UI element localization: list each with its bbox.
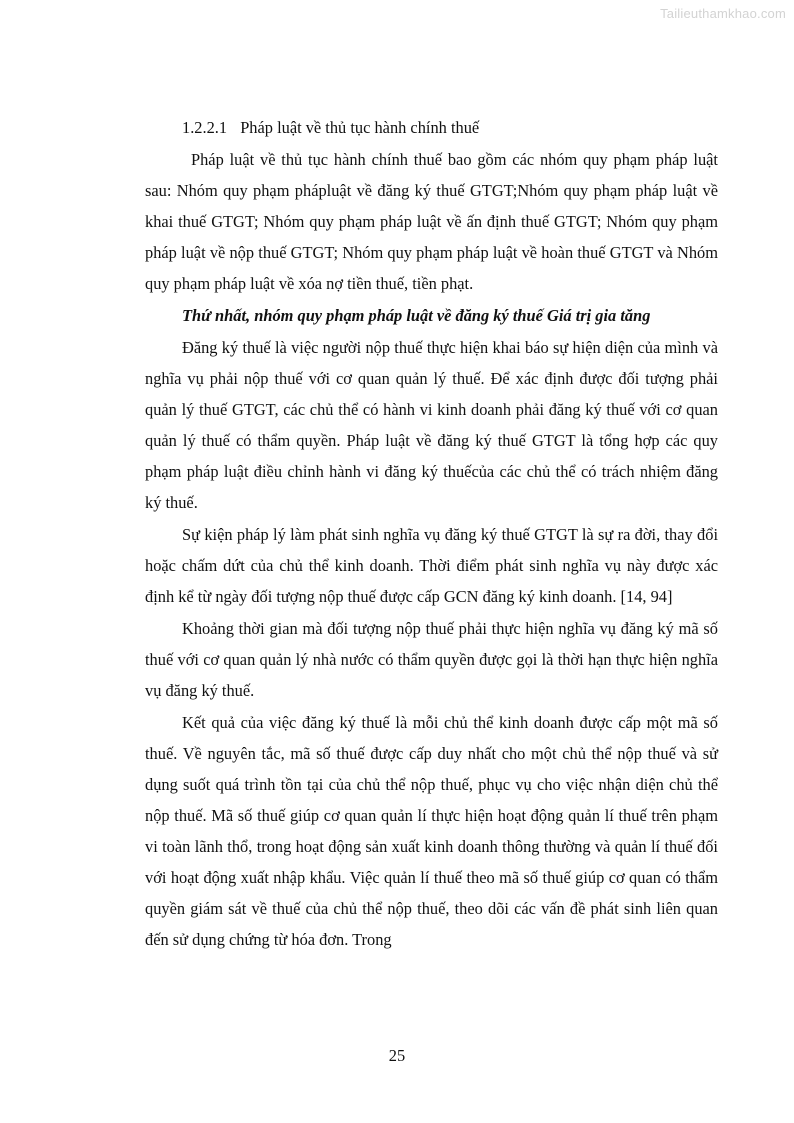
subheading: Thứ nhất, nhóm quy phạm pháp luật về đăng ký thuế Giá trị gia tăng (182, 306, 651, 325)
paragraph-3: Khoảng thời gian mà đối tượng nộp thuế phải thực hiện nghĩa vụ đăng ký mã số thuế với cơ quan quản lý nhà nước có thẩm quyền được gọi là thời hạn thực hiện nghĩa vụ đăng ký thuế. (145, 619, 718, 700)
watermark: Tailieuthamkhao.com (660, 6, 786, 21)
paragraph-4: Kết quả của việc đăng ký thuế là mỗi chủ thể kinh doanh được cấp một mã số thuế. Về nguyên tắc, mã số thuế được cấp duy nhất cho một chủ thể nộp thuế và sử dụng suốt quá trình tồn tại của chủ thể nộp thuế, phục vụ cho việc nhận diện chủ thể nộp thuế. Mã số thuế giúp cơ quan quản lí thực hiện hoạt động quản lí thuế trên phạm vi toàn lãnh thổ, trong hoạt động sản xuất kinh doanh thông thường và quản lí thuế đối với hoạt động xuất nhập khẩu. Việc quản lí thuế theo mã số thuế giúp cơ quan có thẩm quyền giám sát về thuế của chủ thể nộp thuế, theo dõi các vấn đề phát sinh liên quan đến sử dụng chứng từ hóa đơn. Trong (145, 713, 718, 949)
page-content (145, 112, 718, 956)
paragraph-2: Sự kiện pháp lý làm phát sinh nghĩa vụ đăng ký thuế GTGT là sự ra đời, thay đổi hoặc chấm dứt của chủ thể kinh doanh. Thời điểm phát sinh nghĩa vụ này được xác định kể từ ngày đối tượng nộp thuế được cấp GCN đăng ký kinh doanh. [14, 94] (145, 525, 718, 606)
section-number: 1.2.2.1 (182, 118, 228, 137)
intro-paragraph: Pháp luật về thủ tục hành chính thuế bao gồm các nhóm quy phạm pháp luật sau: Nhóm quy phạm phápluật về đăng ký thuế GTGT;Nhóm quy phạm pháp luật về khai thuế GTGT; Nhóm quy phạm pháp luật về ấn định thuế GTGT; Nhóm quy phạm pháp luật về nộp thuế GTGT; Nhóm quy phạm pháp luật về hoàn thuế GTGT và Nhóm quy phạm pháp luật về xóa nợ tiền thuế, tiền phạt. (145, 150, 718, 293)
section-heading (182, 112, 718, 143)
paragraph-1: Đăng ký thuế là việc người nộp thuế thực hiện khai báo sự hiện diện của mình và nghĩa vụ phải nộp thuế với cơ quan quản lý thuế. Để xác định được đối tượng phải quản lý thuế GTGT, các chủ thể có hành vi kinh doanh phải đăng ký thuế với cơ quan quản lý thuế có thẩm quyền. Pháp luật về đăng ký thuế GTGT là tổng hợp các quy phạm pháp luật điều chỉnh hành vi đăng ký thuếcủa các chủ thể có trách nhiệm đăng ký thuế. (145, 338, 718, 512)
page-number: 25 (388, 1046, 406, 1065)
section-title: Pháp luật về thủ tục hành chính thuế (240, 118, 480, 137)
